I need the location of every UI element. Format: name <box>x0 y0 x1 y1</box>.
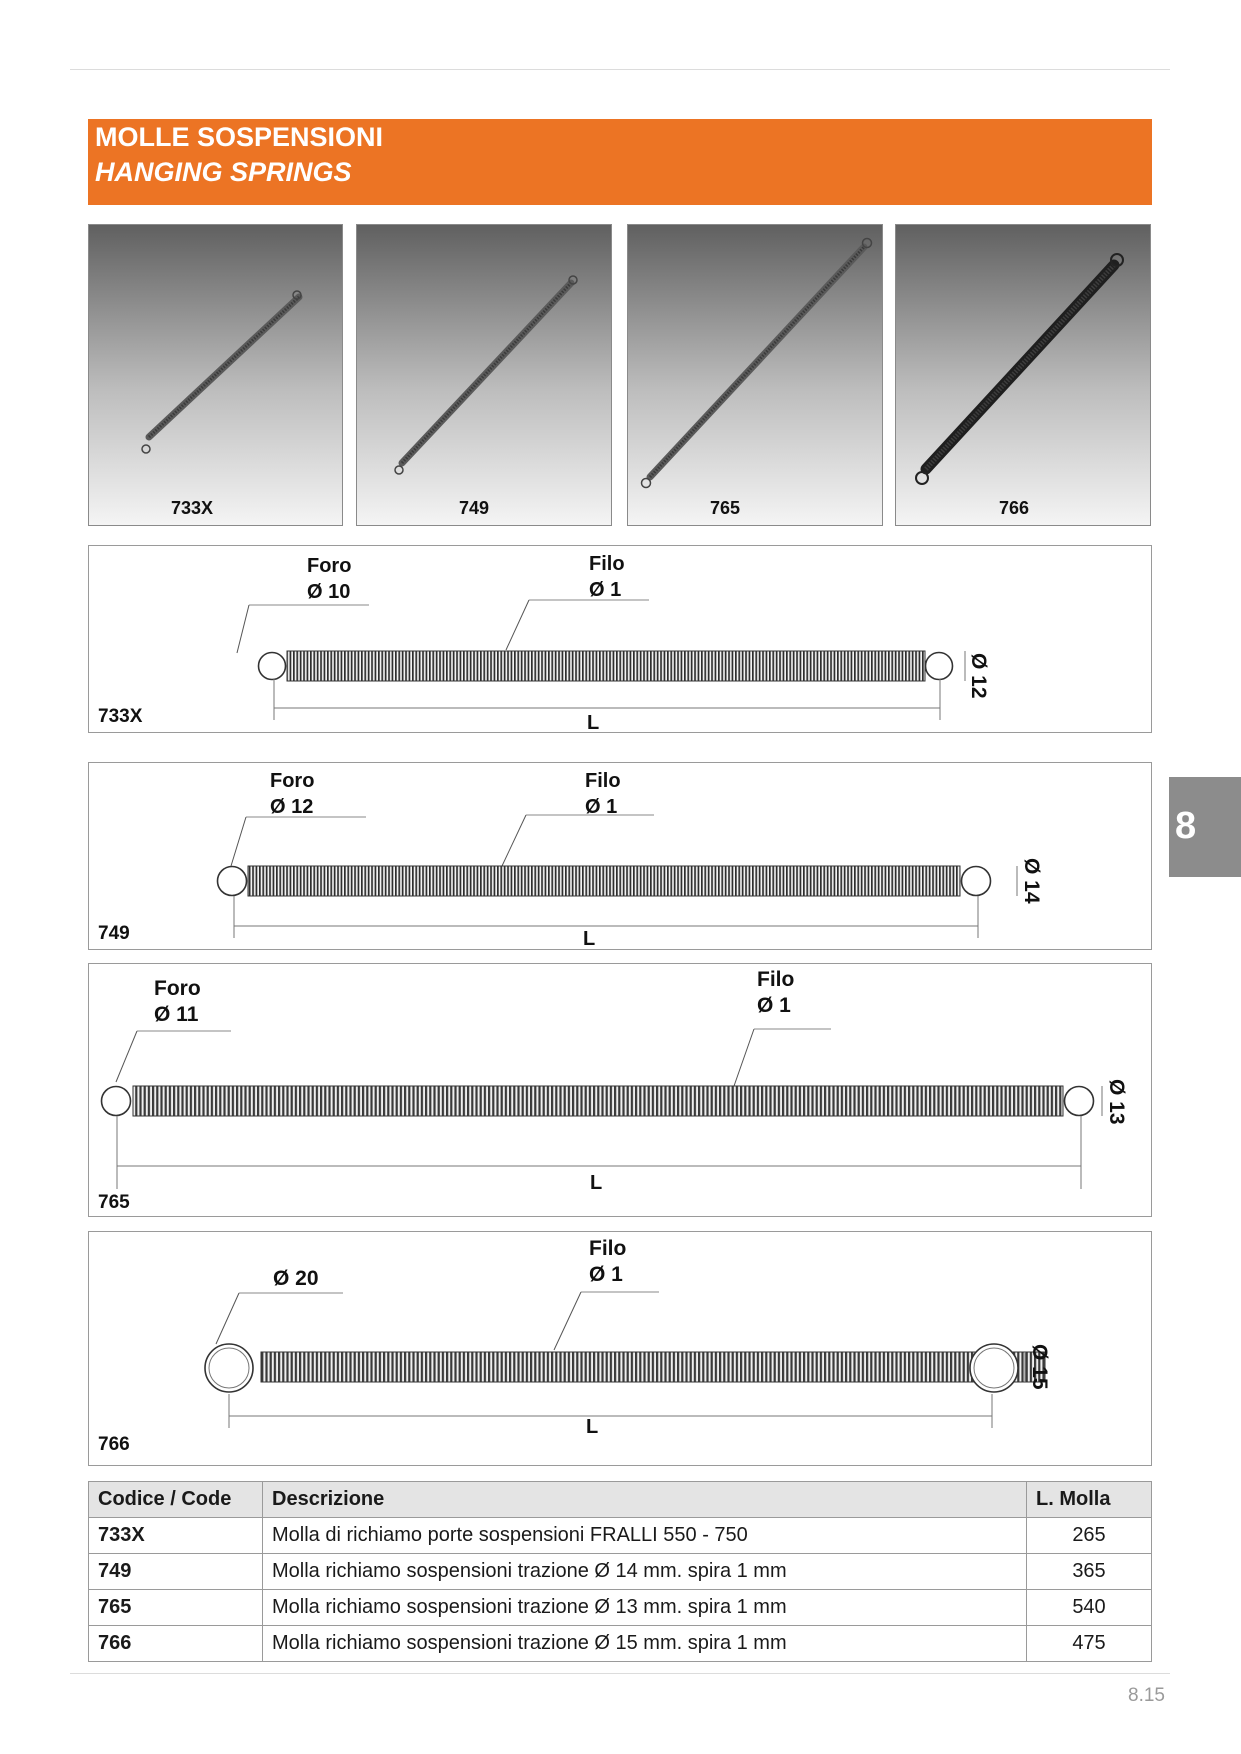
diagram-766 <box>88 1231 1152 1466</box>
table-row <box>89 1626 1152 1662</box>
product-table <box>88 1481 1152 1662</box>
photo-code: 765 <box>710 498 741 518</box>
photo-code: 749 <box>459 498 490 518</box>
section-title-it: MOLLE SOSPENSIONI <box>95 122 384 152</box>
table-row <box>89 1590 1152 1626</box>
spring-image <box>896 225 1151 526</box>
diagram-code: 733X <box>98 706 143 727</box>
product-photo-765 <box>627 224 883 526</box>
cell-code: 749 <box>89 1554 263 1590</box>
chapter-tab <box>1169 777 1241 877</box>
photo-code: 766 <box>999 498 1030 518</box>
length-label: L <box>583 928 596 950</box>
hole-label: Foro Ø 10 <box>307 555 352 603</box>
column-header-description: Descrizione <box>263 1482 1027 1518</box>
spring-image <box>628 225 883 526</box>
diagram-code: 766 <box>98 1434 130 1455</box>
diagram-code: 765 <box>98 1192 130 1213</box>
diagram-733x <box>88 545 1152 733</box>
photo-code: 733X <box>171 498 214 518</box>
top-rule <box>70 69 1170 70</box>
cell-length: 265 <box>1027 1518 1152 1554</box>
length-label: L <box>586 1416 599 1438</box>
outer-diameter-label: Ø 15 <box>1028 1344 1051 1390</box>
diagram-765 <box>88 963 1152 1217</box>
outer-diameter-label: Ø 14 <box>1020 858 1043 904</box>
hole-label: Foro Ø 12 <box>270 770 315 818</box>
page-number: 8.15 <box>1128 1685 1165 1706</box>
product-photo-749 <box>356 224 612 526</box>
cell-description: Molla richiamo sospensioni trazione Ø 13 mm. spira 1 mm <box>263 1590 1027 1626</box>
wire-label: Filo Ø 1 <box>589 1237 627 1286</box>
cell-length: 365 <box>1027 1554 1152 1590</box>
wire-label: Filo Ø 1 <box>585 770 621 818</box>
cell-length: 540 <box>1027 1590 1152 1626</box>
cell-code: 765 <box>89 1590 263 1626</box>
diagram-code: 749 <box>98 923 130 944</box>
bottom-rule <box>70 1673 1170 1674</box>
spring-image <box>89 225 343 526</box>
diagram-749 <box>88 762 1152 950</box>
column-header-code: Codice / Code <box>89 1482 263 1518</box>
chapter-number: 8 <box>1175 805 1197 847</box>
length-label: L <box>590 1172 603 1194</box>
section-banner <box>88 119 1152 205</box>
wire-label: Filo Ø 1 <box>589 553 625 601</box>
cell-description: Molla richiamo sospensioni trazione Ø 15 mm. spira 1 mm <box>263 1626 1027 1662</box>
table-row <box>89 1554 1152 1590</box>
cell-length: 475 <box>1027 1626 1152 1662</box>
cell-description: Molla richiamo sospensioni trazione Ø 14 mm. spira 1 mm <box>263 1554 1027 1590</box>
section-title-en: HANGING SPRINGS <box>95 157 352 187</box>
outer-diameter-label: Ø 13 <box>1105 1079 1128 1125</box>
outer-diameter-label: Ø 12 <box>967 653 990 699</box>
spring-drawing <box>89 964 1153 1218</box>
spring-drawing <box>89 763 1153 951</box>
hole-label: Foro Ø 11 <box>154 977 201 1026</box>
column-header-length: L. Molla <box>1027 1482 1152 1518</box>
hole-diameter-label: Ø 20 <box>273 1267 319 1290</box>
product-photo-766 <box>895 224 1151 526</box>
cell-code: 733X <box>89 1518 263 1554</box>
table-row <box>89 1518 1152 1554</box>
table-header-row <box>89 1482 1152 1518</box>
length-label: L <box>587 712 600 734</box>
wire-label: Filo Ø 1 <box>757 968 795 1017</box>
cell-code: 766 <box>89 1626 263 1662</box>
product-photo-733x <box>88 224 343 526</box>
spring-image <box>357 225 612 526</box>
cell-description: Molla di richiamo porte sospensioni FRALLI 550 - 750 <box>263 1518 1027 1554</box>
